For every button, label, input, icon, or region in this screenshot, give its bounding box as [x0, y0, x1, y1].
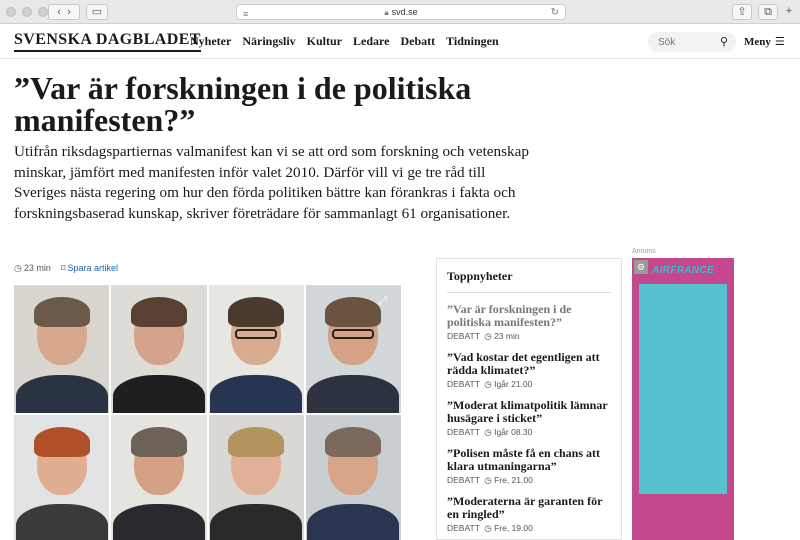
nav-item-kultur[interactable]: Kultur — [306, 34, 343, 48]
top-news-item[interactable] — [447, 495, 611, 534]
zoom-window-button[interactable] — [38, 7, 48, 17]
news-category: DEBATT — [447, 523, 480, 533]
clock-icon: ◷ — [484, 475, 492, 485]
main-nav — [190, 34, 499, 49]
reload-icon[interactable]: ↻ — [550, 7, 559, 18]
tabs-button[interactable] — [758, 4, 778, 20]
clock-icon: ◷ — [484, 331, 492, 341]
plus-icon: + — [785, 5, 793, 17]
portrait-photo — [306, 415, 401, 540]
news-headline[interactable]: ”Moderaterna är garanten för en ringled” — [447, 494, 603, 521]
news-headline[interactable]: ”Var är forskningen i de politiska manifesten?” — [447, 302, 572, 329]
news-headline[interactable]: ”Polisen måste få en chans att klara utmaningarna” — [447, 446, 600, 473]
top-news-item[interactable] — [447, 399, 611, 438]
hamburger-icon: ☰ — [774, 35, 785, 48]
top-news-item[interactable] — [447, 303, 611, 342]
article-image-grid[interactable] — [14, 285, 401, 540]
news-meta — [447, 523, 611, 534]
article-meta — [14, 263, 118, 274]
forward-icon[interactable]: › — [67, 6, 71, 18]
search-icon[interactable]: ⚲ — [719, 36, 728, 48]
top-news-list — [447, 303, 611, 534]
top-news-item[interactable] — [447, 351, 611, 390]
portrait-photo — [14, 415, 109, 540]
ad-image — [639, 284, 727, 494]
nav-item-tidningen[interactable]: Tidningen — [446, 34, 499, 48]
news-time: Fre, 21.00 — [494, 475, 533, 485]
top-news-panel — [436, 258, 622, 540]
news-meta — [447, 379, 611, 390]
site-header — [0, 25, 800, 59]
news-meta — [447, 331, 611, 342]
ad-brand-logo: AIRFRANCE — [652, 265, 714, 276]
save-article-button[interactable]: ⌑ Spara artikel — [60, 263, 119, 273]
news-headline[interactable]: ”Vad kostar det egentligen att rädda klimatet?” — [447, 350, 600, 377]
back-forward-buttons[interactable] — [48, 4, 80, 20]
lock-icon: 🔒︎ — [384, 8, 389, 17]
ad-label: Annons — [632, 248, 656, 255]
portrait-photo — [111, 415, 206, 540]
advertisement[interactable] — [632, 258, 734, 540]
new-tab-button[interactable] — [782, 4, 796, 20]
back-icon[interactable]: ‹ — [57, 6, 61, 18]
bookmark-icon: ⌑ — [60, 263, 66, 273]
news-category: DEBATT — [447, 427, 480, 437]
nav-item-naringsliv[interactable]: Näringsliv — [242, 34, 296, 48]
site-logo[interactable]: SVENSKA DAGBLADET — [14, 31, 201, 52]
clock-icon: ◷ — [14, 263, 22, 273]
address-bar[interactable] — [236, 4, 566, 20]
article-lead: Utifrån riksdagspartiernas valmanifest kan vi se att ord som forskning och vetenskap minskar, jämfört med manifesten inför valet 2010. Därför vill vi ge tre råd till Sveriges nästa regering om hur den förda politiken bättre kan förankras i fakta och forskningsbaserad kunskap, skriver företrädare för sammanlagt 61 organisationer. — [14, 143, 529, 222]
portrait-photo — [209, 285, 304, 413]
menu-button[interactable] — [744, 35, 785, 48]
expand-icon[interactable]: ⤢ — [378, 295, 387, 307]
news-category: DEBATT — [447, 331, 480, 341]
tabs-icon: ⧉ — [764, 6, 772, 18]
top-news-item[interactable] — [447, 447, 611, 486]
news-category: DEBATT — [447, 379, 480, 389]
search-box — [648, 32, 736, 52]
menu-label: Meny — [744, 36, 771, 48]
search-input[interactable] — [658, 35, 714, 49]
article-headline: ”Var är forskningen i de politiska manifesten?” — [14, 70, 472, 138]
nav-item-nyheter[interactable]: Nyheter — [190, 34, 232, 48]
news-meta — [447, 475, 611, 486]
ad-settings-icon[interactable]: ⚙ — [634, 260, 648, 274]
news-category: DEBATT — [447, 475, 480, 485]
minimize-window-button[interactable] — [22, 7, 32, 17]
read-time: ◷ 23 min — [14, 263, 51, 273]
clock-icon: ◷ — [484, 379, 492, 389]
reader-icon[interactable]: ≡ — [243, 9, 249, 19]
news-time: Igår 08.30 — [494, 427, 533, 437]
portrait-photo — [209, 415, 304, 540]
share-icon: ⇧ — [737, 6, 747, 18]
news-time: Fre, 19.00 — [494, 523, 533, 533]
news-time: 23 min — [494, 331, 520, 341]
news-headline[interactable]: ”Moderat klimatpolitik lämnar husägare i sticket” — [447, 398, 608, 425]
url-text: svd.se — [391, 7, 418, 17]
window-controls — [6, 7, 48, 17]
clock-icon: ◷ — [484, 427, 492, 437]
top-news-title: Toppnyheter — [447, 269, 611, 293]
news-time: Igår 21.00 — [494, 379, 533, 389]
clock-icon: ◷ — [484, 523, 492, 533]
close-window-button[interactable] — [6, 7, 16, 17]
sidebar-button[interactable] — [86, 4, 108, 20]
portrait-photo — [306, 285, 401, 413]
portrait-photo — [111, 285, 206, 413]
nav-item-debatt[interactable]: Debatt — [400, 34, 436, 48]
portrait-photo — [14, 285, 109, 413]
share-button[interactable] — [732, 4, 752, 20]
sidebar-icon: ▭ — [91, 6, 103, 18]
news-meta — [447, 427, 611, 438]
nav-item-ledare[interactable]: Ledare — [353, 34, 390, 48]
browser-toolbar — [0, 0, 800, 24]
